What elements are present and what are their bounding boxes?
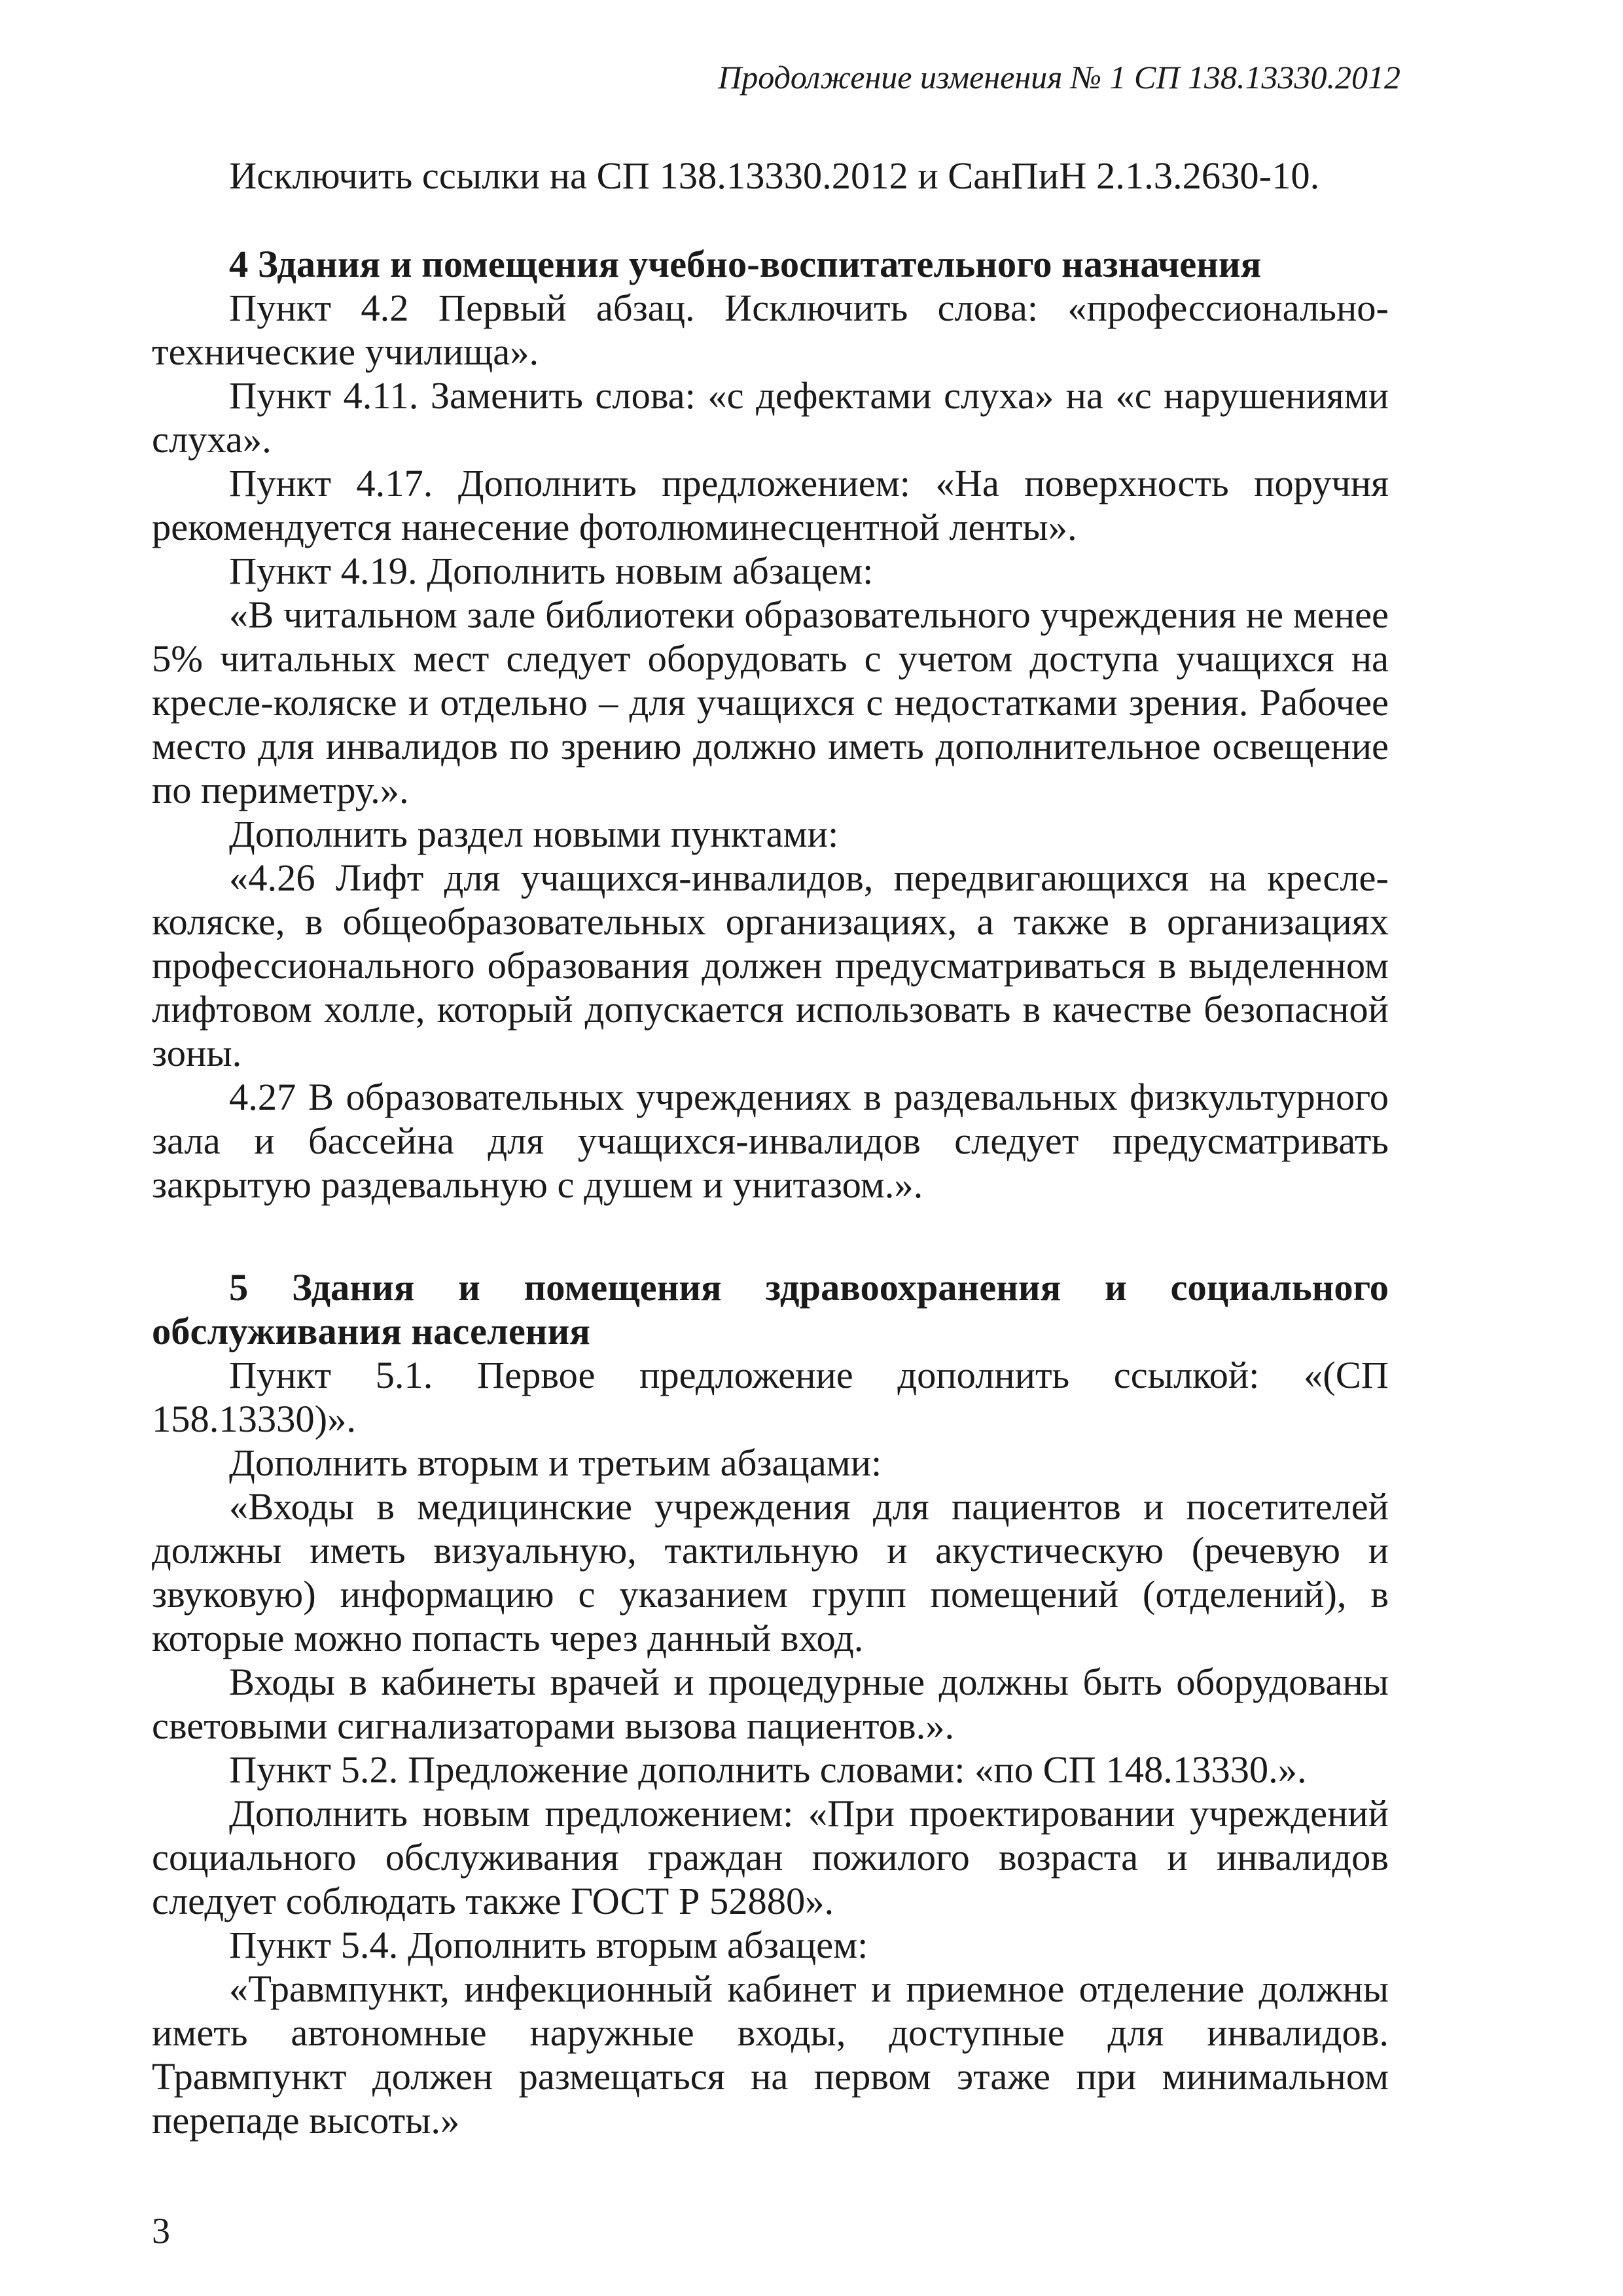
section-5-paragraph: Входы в кабинеты врачей и процедурные должны быть оборудованы световыми сигнализаторами вызова пациентов.». (152, 1661, 1389, 1747)
spacer (152, 1207, 1389, 1265)
section-4-paragraph: «4.26 Лифт для учащихся-инвалидов, передвигающихся на кресле-коляске, в общеобразовательных организациях, а также в организациях профессионального образования должен предусматриваться в выделенном лифтовом холле, который допускается использовать в качестве безопасной зоны. (152, 857, 1389, 1074)
section-5-paragraph: «Входы в медицинские учреждения для пациентов и посетителей должны иметь визуальную, тактильную и акустическую (речевую и звуковую) информацию с указанием групп помещений (отделений), в которые можно попасть через данный вход. (152, 1485, 1389, 1659)
section-4-paragraph: Пункт 4.2 Первый абзац. Исключить слова: «профессионально-технические училища». (152, 287, 1389, 373)
section-5-paragraph: Пункт 5.2. Предложение дополнить словами: «по СП 148.13330.». (229, 1748, 1307, 1791)
section-5-paragraph: Дополнить вторым и третьим абзацами: (229, 1441, 882, 1484)
section-5-paragraph: Дополнить новым предложением: «При проектировании учреждений социального обслуживания граждан пожилого возраста и инвалидов следует соблюдать также ГОСТ Р 52880». (152, 1792, 1389, 1922)
running-header: Продолжение изменения № 1 СП 138.13330.2012 (718, 59, 1400, 96)
spacer (152, 198, 1389, 242)
section-5-heading: 5 Здания и помещения здравоохранения и социального обслуживания населения (152, 1266, 1389, 1352)
section-4-paragraph: 4.27 В образовательных учреждениях в раздевальных физкультурного зала и бассейна для учащихся-инвалидов следует предусматривать закрытую раздевальную с душем и унитазом.». (152, 1076, 1389, 1206)
section-4-paragraph: Дополнить раздел новыми пунктами: (229, 813, 839, 855)
section-5-paragraph: Пункт 5.4. Дополнить вторым абзацем: (229, 1924, 868, 1966)
section-4-paragraph: Пункт 4.19. Дополнить новым абзацем: (229, 550, 874, 592)
page-number: 3 (152, 2211, 170, 2252)
section-4-paragraph: Пункт 4.17. Дополнить предложением: «На поверхность поручня рекомендуется нанесение фотолюминесцентной ленты». (152, 462, 1389, 548)
exclude-references-paragraph: Исключить ссылки на СП 138.13330.2012 и СанПиН 2.1.3.2630-10. (229, 154, 1320, 197)
section-4-paragraph: «В читальном зале библиотеки образовательного учреждения не менее 5% читальных мест следует оборудовать с учетом доступа учащихся на кресле-коляске и отдельно – для учащихся с недостатками зрения. Рабочее место для инвалидов по зрению должно иметь дополнительное освещение по периметру.». (152, 593, 1389, 811)
section-4-heading: 4 Здания и помещения учебно-воспитательного назначения (229, 243, 1262, 285)
section-5-paragraph: Пункт 5.1. Первое предложение дополнить ссылкой: «(СП 158.13330)». (152, 1354, 1389, 1440)
section-4-paragraph: Пункт 4.11. Заменить слова: «с дефектами слуха» на «с нарушениями слуха». (152, 374, 1389, 461)
document-body (152, 154, 1389, 2142)
section-5-paragraph: «Травмпункт, инфекционный кабинет и приемное отделение должны иметь автономные наружные входы, доступные для инвалидов. Травмпункт должен размещаться на первом этаже при минимальном перепаде высоты.» (152, 1968, 1389, 2142)
